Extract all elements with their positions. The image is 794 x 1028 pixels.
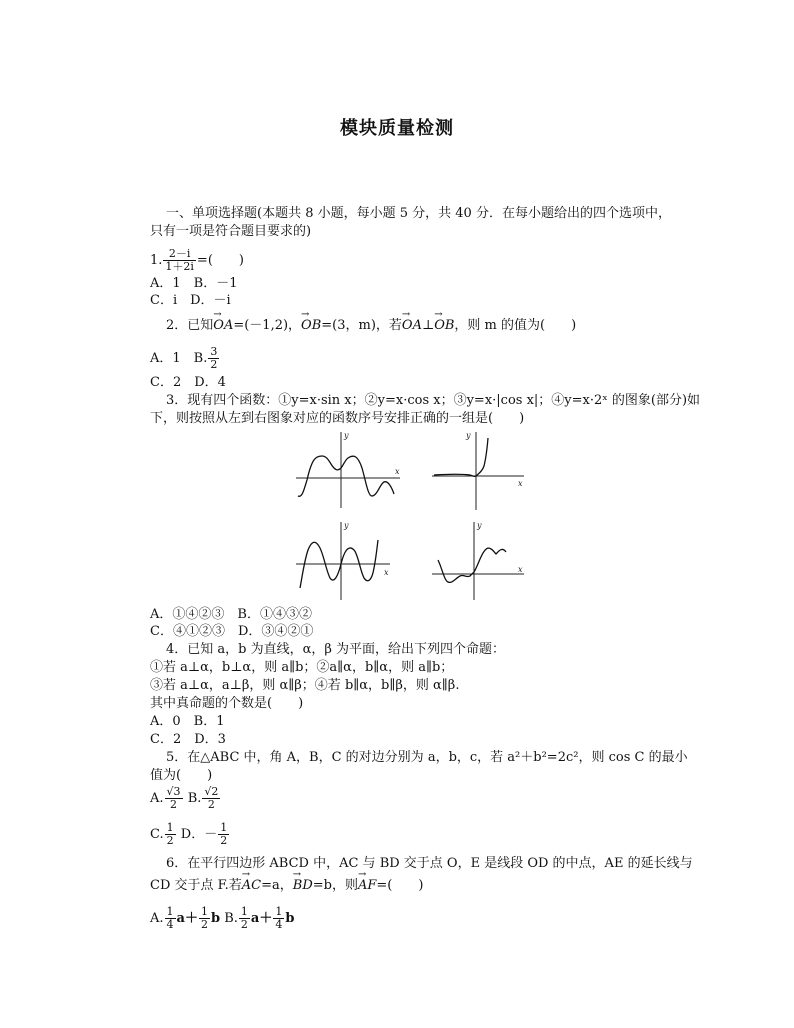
q1-options-ab: A．1 B．－1 [150, 276, 238, 291]
q2-options-cd: C．2 D．4 [150, 375, 226, 390]
q2-vector-oa-2: → OA [402, 318, 422, 333]
graph-2-y-label: y [466, 431, 471, 440]
section-heading-line1: 一、单项选择题(本题共 8 小题，每小题 5 分，共 40 分．在每小题给出的四个选项中， [166, 206, 671, 221]
graph-1-y-label: y [344, 431, 349, 440]
q5-line2: 值为( ) [150, 768, 213, 783]
graph-3-x-label: x [384, 568, 389, 577]
q5-optd-fraction [218, 822, 229, 847]
q6-optb-d1: 2 [240, 918, 248, 931]
q4-line3: ③若 a⊥α，a⊥β，则 α∥β；④若 b∥α，b∥β，则 α∥β. [150, 678, 460, 693]
q5-optb-den: 2 [207, 798, 215, 811]
q2-perp: ⊥ [421, 318, 435, 333]
q2-text-d: ，则 m 的值为( ) [454, 318, 577, 333]
q1-denominator: 1＋2i [165, 260, 194, 273]
q6-opta-mid: a＋ [176, 911, 198, 926]
q2-vector-ob-2: → OB [434, 318, 454, 333]
q6-line2 [150, 878, 423, 894]
graph-4-y-label: y [477, 521, 482, 530]
graph-2-x-label: x [518, 479, 523, 488]
q5-opta-num: √3 [166, 785, 181, 798]
q2-option-a: A．1 B. [150, 351, 208, 366]
q5-optd-num: 1 [220, 821, 228, 834]
q1-suffix: =( ) [196, 253, 244, 268]
section-heading-line2: 只有一项是符合题目要求的) [150, 224, 312, 239]
q4-line4: 其中真命题的个数是( ) [150, 696, 304, 711]
q5-optc-fraction [165, 822, 176, 847]
q5-option-c: C. [150, 827, 164, 842]
q6-optb-frac2 [273, 906, 284, 931]
q6-opta-end: b [210, 911, 221, 926]
graph-4-x-label: x [518, 565, 523, 574]
q6-text-a: CD 交于点 F.若 [150, 878, 242, 893]
q1-prefix: 1. [150, 253, 163, 268]
graph-2 [430, 428, 530, 512]
q2-optb-den: 2 [210, 358, 218, 371]
q6-opta-frac2 [199, 906, 210, 931]
q4-options-cd: C．2 D．3 [150, 732, 226, 747]
q6-opta-frac1 [165, 906, 176, 931]
graph-3-y-label: y [344, 521, 349, 530]
q4-options-ab: A．0 B．1 [150, 714, 225, 729]
q6-option-a: A. [150, 911, 164, 926]
q5-options-cd [150, 822, 230, 847]
q5-option-a: A. [150, 791, 164, 806]
q2-vector-ob: → OB [301, 318, 321, 333]
q5-optc-den: 2 [166, 834, 174, 847]
q6-option-b: B. [224, 911, 238, 926]
q5-optc-num: 1 [166, 821, 174, 834]
graph-1-curve [298, 456, 394, 496]
q6-vector-ac: → AC [242, 878, 261, 893]
q5-opta-den: 2 [170, 798, 178, 811]
question-2 [166, 318, 576, 334]
q6-text-d: =( ) [376, 878, 424, 893]
q5-optb-fraction [202, 786, 220, 811]
graph-3 [292, 518, 396, 602]
q6-text-c: =b，则 [312, 878, 358, 893]
q6-vector-bd: → BD [293, 878, 313, 893]
q1-numerator: 2－i [163, 248, 196, 261]
q1-fraction [163, 248, 196, 273]
q5-opta-fraction [165, 786, 183, 811]
page-title: 模块质量检测 [340, 118, 454, 139]
q5-optb-num: √2 [204, 785, 219, 798]
q3-options-ab: A．①④②③ B．①④③② [150, 607, 312, 622]
q6-optb-frac1 [239, 906, 250, 931]
graph-1-x-label: x [395, 467, 400, 476]
q6-opta-n1: 1 [166, 905, 174, 918]
q2-optb-num: 3 [210, 345, 218, 358]
q6-opta-d1: 4 [166, 918, 174, 931]
question-1 [150, 248, 244, 273]
q2-text-a: 2．已知 [166, 318, 214, 333]
graph-4-curve [438, 548, 506, 582]
q1-options-cd: C．i D．－i [150, 293, 231, 308]
q6-optb-end: b [285, 911, 295, 926]
q2-text-c: =(3，m)，若 [321, 318, 402, 333]
q6-text-b: =a， [261, 878, 293, 893]
q3-options-cd: C．④①②③ D．③④②① [150, 624, 314, 639]
q6-vector-af: → AF [358, 878, 376, 893]
q6-opta-n2: 1 [200, 905, 208, 918]
q4-line1: 4．已知 a，b 为直线，α，β 为平面，给出下列四个命题： [166, 642, 506, 657]
q5-line1: 5．在△ABC 中，角 A，B，C 的对边分别为 a，b，c，若 a²＋b²=2c²，则 cos C 的最小 [166, 750, 688, 765]
q6-optb-n1: 1 [240, 905, 248, 918]
q2-option-b-fraction [208, 346, 219, 371]
q5-option-b: B. [187, 791, 202, 806]
q6-optb-d2: 4 [275, 918, 283, 931]
q2-options-ab [150, 346, 220, 371]
graph-2-curve [434, 438, 488, 476]
q6-line1: 6．在平行四边形 ABCD 中，AC 与 BD 交于点 O，E 是线段 OD 的中点，AE 的延长线与 [166, 856, 693, 871]
q6-options-ab [150, 906, 294, 931]
q2-vector-oa: → OA [213, 318, 233, 333]
q6-optb-mid: a＋ [250, 911, 273, 926]
q4-line2: ①若 a⊥α，b⊥α，则 a∥b；②a∥α，b∥α，则 a∥b； [150, 660, 454, 675]
q3-line1: 3．现有四个函数：①y=x·sin x；②y=x·cos x；③y=x·|cos x|；④y=x·2ˣ 的图象(部分)如 [166, 393, 701, 408]
graph-4 [430, 518, 530, 602]
graph-1 [292, 428, 404, 510]
q6-opta-d2: 2 [200, 918, 208, 931]
q2-text-b: =(－1,2)， [233, 318, 302, 333]
q5-options-ab [150, 786, 221, 811]
q5-optd-den: 2 [220, 834, 228, 847]
q5-option-d: D．－ [180, 827, 218, 842]
q6-optb-n2: 1 [275, 905, 283, 918]
q3-line2: 下，则按照从左到右图象对应的函数序号安排正确的一组是( ) [150, 411, 525, 426]
